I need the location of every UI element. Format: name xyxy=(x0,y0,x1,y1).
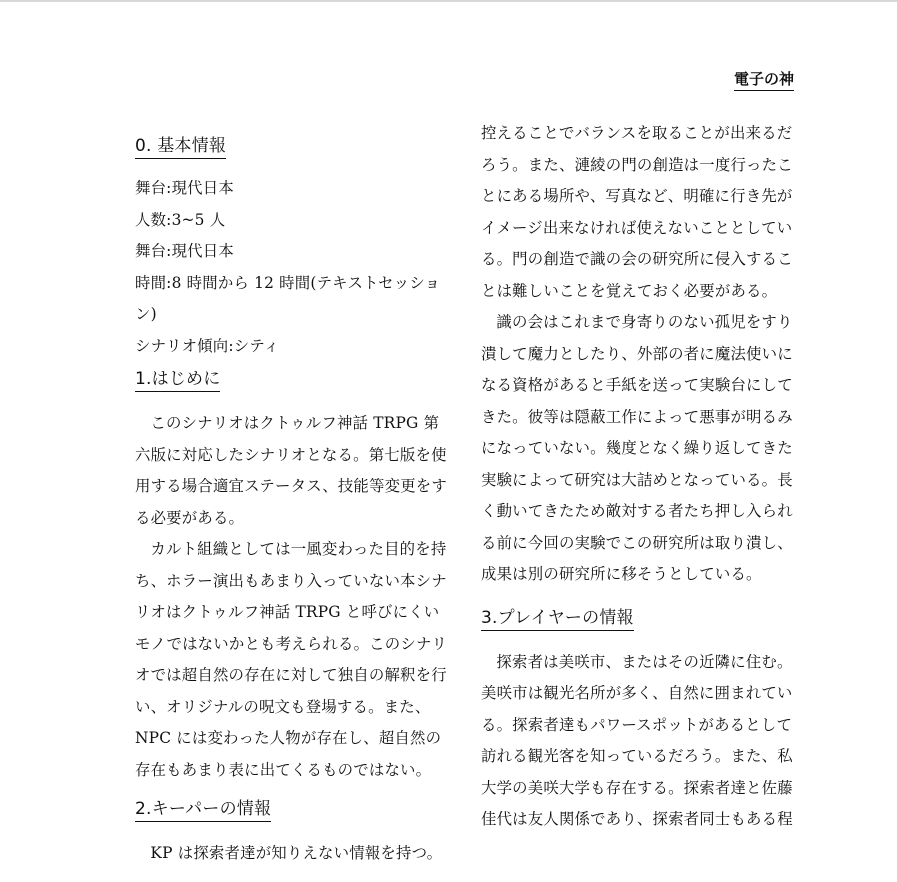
section-3-heading: 3.プレイヤーの情報 xyxy=(481,606,634,631)
info-stage-2: 舞台:現代日本 xyxy=(135,242,234,260)
info-time: 時間:8 時間から 12 時間(テキストセッション) xyxy=(135,273,441,323)
section-3-heading-wrap xyxy=(481,603,797,647)
section-2-paragraph-1: KP は探索者達が知りえない情報を持つ。 xyxy=(150,844,443,862)
section-1-heading: 1.はじめに xyxy=(135,367,220,392)
section-2-heading: 2.キーパーの情報 xyxy=(135,797,271,822)
section-1-heading-wrap xyxy=(135,364,451,408)
section-3-paragraph-1: 探索者は美咲市、またはその近隣に住む。美咲市は観光名所が多く、自然に囲まれている。探索者達もパワースポットがあるとして訪れる観光客を知っているだろう。また、私大学の美咲大学も存在する。探索者達と佐藤佳代は友人関係であり、探索者同士もある程 xyxy=(481,652,793,828)
top-border xyxy=(0,0,897,2)
shiki-society-paragraph: 識の会はこれまで身寄りのない孤児をすり潰して魔力としたり、外部の者に魔法使いになる資格があると手紙を送って実験台にしてきた。彼等は隠蔽工作によって悪事が明るみになっていない。幾度となく繰り返してきた実験によって研究は大詰めとなっている。長く動いてきたため敵対する者たち押し入られる前に今回の実験でこの研究所は取り潰し、成果は別の研究所に移そうとしている。 xyxy=(481,313,793,583)
section-1-paragraph-1: このシナリオはクトゥルフ神話 TRPG 第六版に対応したシナリオとなる。第七版を使用する場合適宜ステータス、技能等変更をする必要がある。 xyxy=(135,414,447,527)
info-players: 人数:3~5 人 xyxy=(135,210,226,229)
info-tendency: シナリオ傾向:シティ xyxy=(135,336,280,355)
section-2-heading-wrap xyxy=(135,794,451,838)
continued-paragraph: 控えることでバランスを取ることが出来るだろう。また、漣綾の門の創造は一度行ったことにある場所や、写真など、明確に行き先がイメージ出来なければ使えないこととしている。門の創造で識の会の研究所に侵入することは難しいことを覚えておく必要がある。 xyxy=(481,124,793,300)
section-0-heading: 0. 基本情報 xyxy=(135,134,226,159)
info-stage: 舞台:現代日本 xyxy=(135,179,234,197)
section-1-paragraph-2: カルト組織としては一風変わった目的を持ち、ホラー演出もあまり入っていない本シナリオはクトゥルフ神話 TRPG と呼びにくいモノではないかとも考えられる。このシナリオでは超自然の存在に対して独自の解釈を行い、オリジナルの呪文も登場する。また、NPC には変わった人物が存在し、超自然の存在もあまり表に出てくるものではない。 xyxy=(135,540,448,779)
right-column xyxy=(481,118,797,836)
document-title: 電子の神 xyxy=(734,69,794,91)
left-column xyxy=(135,131,451,870)
section-0-heading-wrap xyxy=(135,131,451,173)
